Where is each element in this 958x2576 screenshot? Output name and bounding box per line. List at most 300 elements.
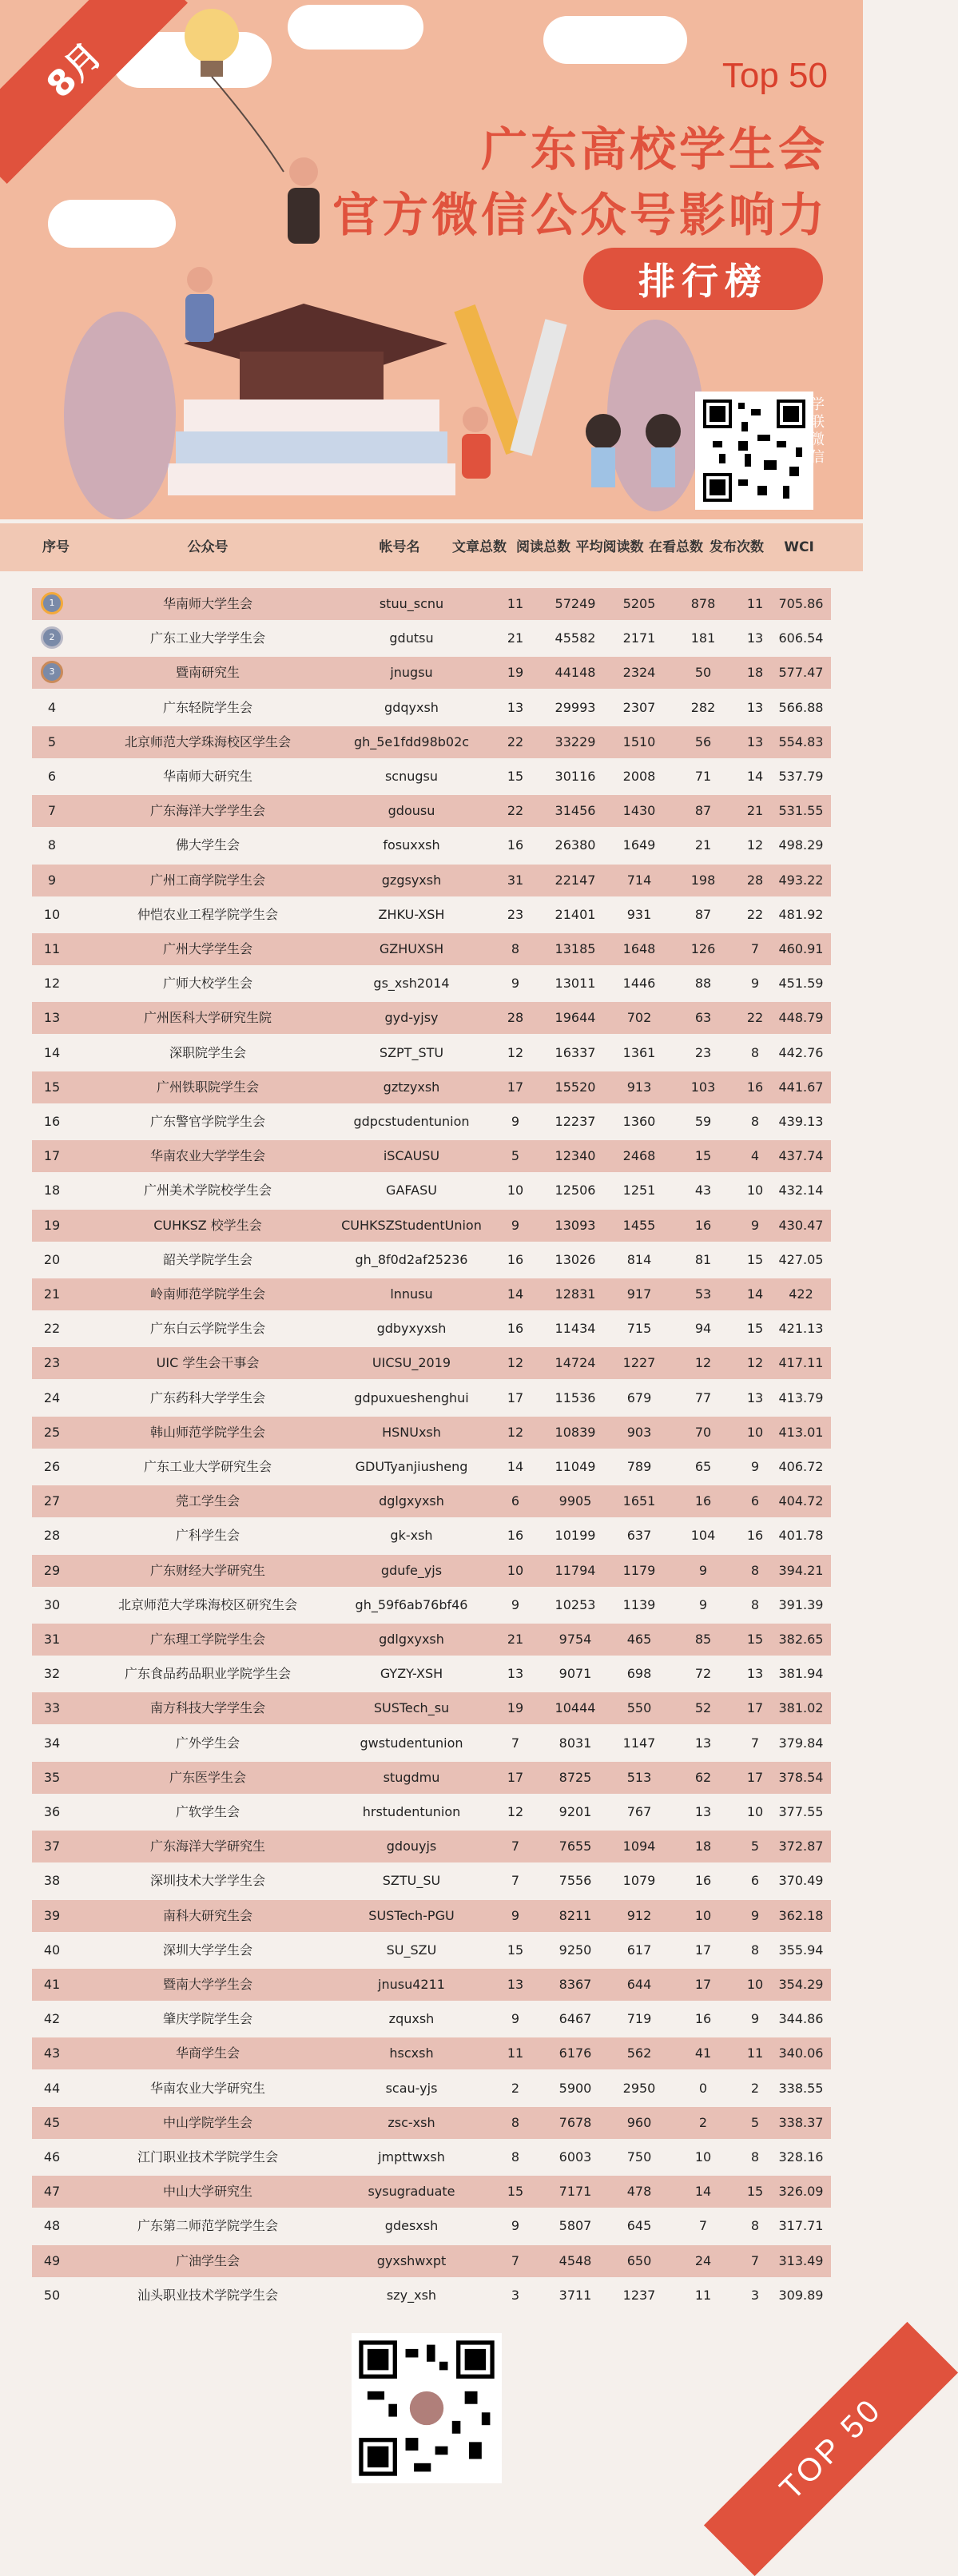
- article-count-cell: 10: [507, 1183, 524, 1199]
- account-id-cell: SUSTech-PGU: [368, 1907, 455, 1923]
- looking-total-cell: 7: [698, 2218, 708, 2234]
- avg-read-cell: 1094: [622, 1839, 656, 1854]
- rank-cell: 41: [43, 1977, 61, 1992]
- read-total-cell: 11434: [555, 1321, 596, 1337]
- table-row: [32, 761, 831, 793]
- read-total-cell: 9250: [559, 1942, 592, 1958]
- wci-cell: 377.55: [778, 1804, 824, 1819]
- account-id-cell: GDUTyanjiusheng: [355, 1459, 468, 1474]
- looking-total-cell: 16: [694, 1873, 712, 1889]
- table-row: [32, 1624, 831, 1656]
- table-row: [32, 2245, 831, 2277]
- article-count-cell: 14: [507, 1286, 524, 1302]
- table-row: [32, 2280, 831, 2312]
- read-total-cell: 12237: [555, 1114, 596, 1129]
- article-count-cell: 9: [511, 1596, 520, 1612]
- rank-cell: 44: [43, 2080, 61, 2096]
- looking-total-cell: 126: [690, 941, 716, 956]
- rank-cell: 49: [43, 2252, 61, 2268]
- read-total-cell: 11536: [555, 1389, 596, 1405]
- looking-total-cell: 41: [694, 2045, 712, 2061]
- avg-read-cell: 1227: [622, 1355, 656, 1371]
- account-id-cell: sysugraduate: [368, 2184, 455, 2200]
- looking-total-cell: 0: [698, 2080, 708, 2096]
- account-id-cell: stuu_scnu: [379, 596, 444, 611]
- table-row: [32, 657, 831, 689]
- avg-read-cell: 913: [626, 1079, 652, 1095]
- avg-read-cell: 2468: [622, 1148, 656, 1164]
- article-count-cell: 15: [507, 1942, 524, 1958]
- account-id-cell: zquxsh: [388, 2011, 435, 2027]
- account-id-cell: zsc-xsh: [388, 2114, 435, 2130]
- looking-total-cell: 62: [694, 1769, 712, 1785]
- footer-qr-code: [352, 2333, 502, 2483]
- person-figure: [289, 157, 318, 186]
- account-id-cell: gdutsu: [389, 630, 434, 646]
- looking-total-cell: 16: [694, 1217, 712, 1233]
- avg-read-cell: 814: [626, 1251, 652, 1267]
- column-header: 平均阅读数: [575, 539, 644, 555]
- account-name-cell: 广州美术学院校学生会: [143, 1183, 272, 1199]
- article-count-cell: 31: [507, 872, 524, 888]
- account-name-cell: 广东医学生会: [169, 1769, 246, 1785]
- avg-read-cell: 715: [626, 1321, 652, 1337]
- read-total-cell: 7556: [559, 1873, 592, 1889]
- read-total-cell: 45582: [555, 630, 596, 646]
- account-name-cell: 暨南研究生: [175, 665, 240, 681]
- avg-read-cell: 1079: [622, 1873, 656, 1889]
- article-count-cell: 7: [511, 2252, 520, 2268]
- table-row: [32, 692, 831, 724]
- rank-cell: [32, 657, 72, 689]
- wci-cell: 317.71: [778, 2218, 824, 2234]
- article-count-cell: 11: [507, 2045, 524, 2061]
- table-row: [32, 1485, 831, 1517]
- wci-cell: 382.65: [778, 1632, 824, 1647]
- wci-cell: 460.91: [778, 941, 824, 956]
- wci-cell: 313.49: [778, 2252, 824, 2268]
- article-count-cell: 23: [507, 906, 524, 922]
- wci-cell: 326.09: [778, 2184, 824, 2200]
- looking-total-cell: 15: [694, 1148, 712, 1164]
- read-total-cell: 21401: [555, 906, 596, 922]
- account-id-cell: gdbyxyxsh: [376, 1321, 447, 1337]
- avg-read-cell: 617: [626, 1942, 652, 1958]
- article-count-cell: 19: [507, 1700, 524, 1716]
- table-header: [0, 523, 863, 571]
- avg-read-cell: 2324: [622, 665, 656, 681]
- looking-total-cell: 53: [694, 1286, 712, 1302]
- publish-count-cell: 8: [750, 1942, 760, 1958]
- table-row: [32, 1071, 831, 1103]
- article-count-cell: 9: [511, 1217, 520, 1233]
- wci-cell: 441.67: [778, 1079, 824, 1095]
- rank-cell: 39: [43, 1907, 61, 1923]
- read-total-cell: 9754: [559, 1632, 592, 1647]
- hero-banner: [0, 0, 863, 519]
- account-id-cell: ZHKU-XSH: [378, 906, 445, 922]
- article-count-cell: 9: [511, 976, 520, 992]
- account-name-cell: 暨南大学学生会: [162, 1977, 252, 1992]
- wci-cell: 577.47: [778, 665, 824, 681]
- account-id-cell: gdesxsh: [384, 2218, 439, 2234]
- table-row: [32, 1831, 831, 1862]
- account-name-cell: 广东白云学院学生会: [149, 1321, 265, 1337]
- publish-count-cell: 13: [746, 1389, 764, 1405]
- publish-count-cell: 18: [746, 665, 764, 681]
- avg-read-cell: 1446: [622, 976, 656, 992]
- article-count-cell: 9: [511, 2218, 520, 2234]
- read-total-cell: 5807: [559, 2218, 592, 2234]
- account-name-cell: 华南农业大学研究生: [149, 2080, 265, 2096]
- article-count-cell: 6: [511, 1493, 520, 1509]
- wci-cell: 381.02: [778, 1700, 824, 1716]
- rank-cell: [32, 588, 72, 620]
- read-total-cell: 11794: [555, 1562, 596, 1578]
- account-name-cell: 华南农业大学学生会: [149, 1148, 265, 1164]
- account-name-cell: 广东警官学院学生会: [149, 1114, 265, 1129]
- article-count-cell: 12: [507, 1804, 524, 1819]
- table-row: [32, 1969, 831, 2001]
- looking-total-cell: 13: [694, 1735, 712, 1751]
- article-count-cell: 9: [511, 1114, 520, 1129]
- wci-cell: 309.89: [778, 2287, 824, 2303]
- read-total-cell: 12831: [555, 1286, 596, 1302]
- publish-count-cell: 16: [746, 1079, 764, 1095]
- publish-count-cell: 8: [750, 1114, 760, 1129]
- read-total-cell: 13011: [555, 976, 596, 992]
- looking-total-cell: 17: [694, 1942, 712, 1958]
- read-total-cell: 57249: [555, 596, 596, 611]
- wci-cell: 481.92: [778, 906, 824, 922]
- table-row: [32, 1934, 831, 1966]
- looking-total-cell: 59: [694, 1114, 712, 1129]
- account-name-cell: 韶关学院学生会: [162, 1251, 252, 1267]
- table-row: [32, 933, 831, 965]
- article-count-cell: 7: [511, 1735, 520, 1751]
- article-count-cell: 13: [507, 1977, 524, 1992]
- article-count-cell: 3: [511, 2287, 520, 2303]
- account-id-cell: gdousu: [388, 803, 435, 819]
- wci-cell: 430.47: [778, 1217, 824, 1233]
- avg-read-cell: 1139: [622, 1596, 656, 1612]
- avg-read-cell: 767: [626, 1804, 652, 1819]
- rank-cell: 16: [43, 1114, 61, 1129]
- account-name-cell: 广师大校学生会: [162, 976, 252, 992]
- account-id-cell: gdpuxueshenghui: [354, 1389, 469, 1405]
- table-row: [32, 1175, 831, 1207]
- account-id-cell: jnusu4211: [378, 1977, 445, 1992]
- publish-count-cell: 9: [750, 1907, 760, 1923]
- rank-cell: 11: [43, 941, 61, 956]
- rank-cell: 47: [43, 2184, 61, 2200]
- article-count-cell: 5: [511, 1148, 520, 1164]
- account-name-cell: 广外学生会: [175, 1735, 240, 1751]
- rank-cell: 14: [43, 1044, 61, 1060]
- table-row: [32, 2141, 831, 2173]
- looking-total-cell: 71: [694, 769, 712, 784]
- read-total-cell: 30116: [555, 769, 596, 784]
- table-row: [32, 899, 831, 931]
- account-name-cell: 广东海洋大学研究生: [149, 1839, 265, 1854]
- account-id-cell: gdpcstudentunion: [353, 1114, 470, 1129]
- account-name-cell: 广东工业大学学生会: [149, 630, 265, 646]
- account-id-cell: GAFASU: [386, 1183, 437, 1199]
- looking-total-cell: 16: [694, 2011, 712, 2027]
- avg-read-cell: 1251: [622, 1183, 656, 1199]
- rank-cell: 32: [43, 1666, 61, 1682]
- rank-cell: 24: [43, 1389, 61, 1405]
- wci-cell: 338.55: [778, 2080, 824, 2096]
- account-name-cell: 深圳大学学生会: [162, 1942, 252, 1958]
- wci-cell: 493.22: [778, 872, 824, 888]
- wci-cell: 362.18: [778, 1907, 824, 1923]
- account-name-cell: 南方科技大学学生会: [149, 1700, 265, 1716]
- account-id-cell: gs_xsh2014: [373, 976, 450, 992]
- avg-read-cell: 1179: [622, 1562, 656, 1578]
- table-row: [32, 1278, 831, 1310]
- looking-total-cell: 77: [694, 1389, 712, 1405]
- looking-total-cell: 70: [694, 1424, 712, 1440]
- table-row: [32, 1140, 831, 1172]
- account-name-cell: 广东药科大学学生会: [149, 1389, 265, 1405]
- account-id-cell: jmpttwxsh: [378, 2149, 445, 2165]
- avg-read-cell: 679: [626, 1389, 652, 1405]
- read-total-cell: 7655: [559, 1839, 592, 1854]
- looking-total-cell: 88: [694, 976, 712, 992]
- column-header: 序号: [42, 539, 70, 555]
- article-count-cell: 12: [507, 1044, 524, 1060]
- rank-cell: 9: [47, 872, 57, 888]
- title-line-2: 官方微信公众号影响力: [332, 188, 828, 242]
- account-name-cell: 华南师大学生会: [162, 596, 252, 611]
- publish-count-cell: 12: [746, 1355, 764, 1371]
- account-name-cell: 北京师范大学珠海校区研究生会: [117, 1596, 297, 1612]
- article-count-cell: 19: [507, 665, 524, 681]
- avg-read-cell: 789: [626, 1459, 652, 1474]
- rank-cell: 28: [43, 1528, 61, 1544]
- article-count-cell: 28: [507, 1010, 524, 1026]
- looking-total-cell: 11: [694, 2287, 712, 2303]
- table-row: [32, 2037, 831, 2069]
- account-id-cell: gdqyxsh: [384, 699, 439, 715]
- looking-total-cell: 87: [694, 906, 712, 922]
- account-name-cell: 汕头职业技术学院学生会: [137, 2287, 278, 2303]
- table-row: [32, 1762, 831, 1794]
- article-count-cell: 14: [507, 1459, 524, 1474]
- read-total-cell: 6003: [559, 2149, 592, 2165]
- publish-count-cell: 6: [750, 1493, 760, 1509]
- publish-count-cell: 9: [750, 976, 760, 992]
- looking-total-cell: 18: [694, 1839, 712, 1854]
- avg-read-cell: 698: [626, 1666, 652, 1682]
- read-total-cell: 13185: [555, 941, 596, 956]
- read-total-cell: 7678: [559, 2114, 592, 2130]
- avg-read-cell: 550: [626, 1700, 652, 1716]
- article-count-cell: 22: [507, 733, 524, 749]
- avg-read-cell: 1455: [622, 1217, 656, 1233]
- looking-total-cell: 85: [694, 1632, 712, 1647]
- read-total-cell: 26380: [555, 837, 596, 853]
- publish-count-cell: 10: [746, 1183, 764, 1199]
- ranking-pill: 排行榜: [583, 248, 823, 310]
- looking-total-cell: 181: [690, 630, 716, 646]
- account-name-cell: 广东第二师范学院学生会: [137, 2218, 278, 2234]
- account-id-cell: GYZY-XSH: [380, 1666, 443, 1682]
- medal-icon: 2: [41, 626, 63, 649]
- read-total-cell: 8725: [559, 1769, 592, 1785]
- read-total-cell: 10444: [555, 1700, 596, 1716]
- read-total-cell: 7171: [559, 2184, 592, 2200]
- avg-read-cell: 917: [626, 1286, 652, 1302]
- read-total-cell: 10839: [555, 1424, 596, 1440]
- article-count-cell: 8: [511, 2149, 520, 2165]
- account-name-cell: 广州医科大学研究生院: [143, 1010, 272, 1026]
- article-count-cell: 13: [507, 699, 524, 715]
- account-name-cell: 广科学生会: [175, 1528, 240, 1544]
- avg-read-cell: 2950: [622, 2080, 656, 2096]
- table-row: [32, 968, 831, 1000]
- account-id-cell: SZTU_SU: [382, 1873, 441, 1889]
- looking-total-cell: 14: [694, 2184, 712, 2200]
- article-count-cell: 10: [507, 1562, 524, 1578]
- wci-cell: 378.54: [778, 1769, 824, 1785]
- publish-count-cell: 13: [746, 733, 764, 749]
- account-name-cell: 华商学生会: [175, 2045, 240, 2061]
- publish-count-cell: 15: [746, 1251, 764, 1267]
- publish-count-cell: 8: [750, 2218, 760, 2234]
- avg-read-cell: 719: [626, 2011, 652, 2027]
- table-row: [32, 1589, 831, 1621]
- wci-cell: 354.29: [778, 1977, 824, 1992]
- account-id-cell: stugdmu: [383, 1769, 440, 1785]
- table-row: [32, 1692, 831, 1724]
- account-name-cell: 佛大学生会: [175, 837, 240, 853]
- rank-cell: 23: [43, 1355, 61, 1371]
- mascot-figure: [586, 414, 621, 449]
- looking-total-cell: 103: [690, 1079, 716, 1095]
- account-id-cell: iSCAUSU: [383, 1148, 440, 1164]
- read-total-cell: 6176: [559, 2045, 592, 2061]
- publish-count-cell: 8: [750, 1562, 760, 1578]
- avg-read-cell: 960: [626, 2114, 652, 2130]
- account-name-cell: UIC 学生会干事会: [156, 1355, 260, 1371]
- column-header: 发布次数: [710, 539, 764, 555]
- wci-cell: 344.86: [778, 2011, 824, 2027]
- wci-cell: 394.21: [778, 1562, 824, 1578]
- rank-cell: 30: [43, 1596, 61, 1612]
- account-name-cell: 江门职业技术学院学生会: [137, 2149, 278, 2165]
- account-name-cell: 岭南师范学院学生会: [149, 1286, 265, 1302]
- avg-read-cell: 2008: [622, 769, 656, 784]
- read-total-cell: 12506: [555, 1183, 596, 1199]
- article-count-cell: 8: [511, 2114, 520, 2130]
- rank-cell: 17: [43, 1148, 61, 1164]
- avg-read-cell: 478: [626, 2184, 652, 2200]
- rank-cell: 10: [43, 906, 61, 922]
- avg-read-cell: 1147: [622, 1735, 656, 1751]
- read-total-cell: 10199: [555, 1528, 596, 1544]
- account-id-cell: gdouyjs: [386, 1839, 437, 1854]
- medal-icon: 3: [41, 661, 63, 683]
- account-id-cell: gk-xsh: [390, 1528, 433, 1544]
- read-total-cell: 5900: [559, 2080, 592, 2096]
- wci-cell: 372.87: [778, 1839, 824, 1854]
- table-row: [32, 1106, 831, 1138]
- article-count-cell: 11: [507, 596, 524, 611]
- rank-cell: 25: [43, 1424, 61, 1440]
- article-count-cell: 17: [507, 1079, 524, 1095]
- publish-count-cell: 22: [746, 1010, 764, 1026]
- looking-total-cell: 17: [694, 1977, 712, 1992]
- wci-cell: 498.29: [778, 837, 824, 853]
- looking-total-cell: 13: [694, 1804, 712, 1819]
- read-total-cell: 9201: [559, 1804, 592, 1819]
- wci-cell: 406.72: [778, 1459, 824, 1474]
- publish-count-cell: 7: [750, 941, 760, 956]
- publish-count-cell: 4: [750, 1148, 760, 1164]
- wci-cell: 448.79: [778, 1010, 824, 1026]
- rank-cell: 18: [43, 1183, 61, 1199]
- publish-count-cell: 16: [746, 1528, 764, 1544]
- rank-cell: 20: [43, 1251, 61, 1267]
- rank-cell: 34: [43, 1735, 61, 1751]
- looking-total-cell: 9: [698, 1562, 708, 1578]
- read-total-cell: 8031: [559, 1735, 592, 1751]
- wci-cell: 554.83: [778, 733, 824, 749]
- publish-count-cell: 21: [746, 803, 764, 819]
- looking-total-cell: 104: [690, 1528, 716, 1544]
- rank-cell: 21: [43, 1286, 61, 1302]
- read-total-cell: 15520: [555, 1079, 596, 1095]
- publish-count-cell: 22: [746, 906, 764, 922]
- table-row: [32, 1865, 831, 1897]
- column-header: 阅读总数: [516, 539, 570, 555]
- table-row: [32, 1210, 831, 1242]
- account-id-cell: scau-yjs: [385, 2080, 438, 2096]
- publish-count-cell: 17: [746, 1700, 764, 1716]
- wci-cell: 328.16: [778, 2149, 824, 2165]
- read-total-cell: 9071: [559, 1666, 592, 1682]
- column-header: WCI: [784, 539, 814, 555]
- article-count-cell: 16: [507, 1528, 524, 1544]
- column-header: 公众号: [187, 539, 229, 555]
- account-name-cell: 广东工业大学研究生会: [143, 1459, 272, 1474]
- account-id-cell: SU_SZU: [386, 1942, 437, 1958]
- avg-read-cell: 650: [626, 2252, 652, 2268]
- read-total-cell: 14724: [555, 1355, 596, 1371]
- publish-count-cell: 11: [746, 2045, 764, 2061]
- article-count-cell: 9: [511, 2011, 520, 2027]
- rank-cell: 35: [43, 1769, 61, 1785]
- table-row: [32, 622, 831, 654]
- table-row: [32, 829, 831, 861]
- account-id-cell: gdlgxyxsh: [379, 1632, 444, 1647]
- table-row: [32, 1382, 831, 1414]
- publish-count-cell: 13: [746, 699, 764, 715]
- publish-count-cell: 13: [746, 1666, 764, 1682]
- account-name-cell: 肇庆学院学生会: [162, 2011, 252, 2027]
- account-name-cell: 南科大研究生会: [162, 1907, 252, 1923]
- avg-read-cell: 1361: [622, 1044, 656, 1060]
- table-row: [32, 726, 831, 758]
- rank-cell: 48: [43, 2218, 61, 2234]
- read-total-cell: 4548: [559, 2252, 592, 2268]
- account-id-cell: gdufe_yjs: [380, 1562, 443, 1578]
- looking-total-cell: 43: [694, 1183, 712, 1199]
- article-count-cell: 12: [507, 1424, 524, 1440]
- article-count-cell: 15: [507, 2184, 524, 2200]
